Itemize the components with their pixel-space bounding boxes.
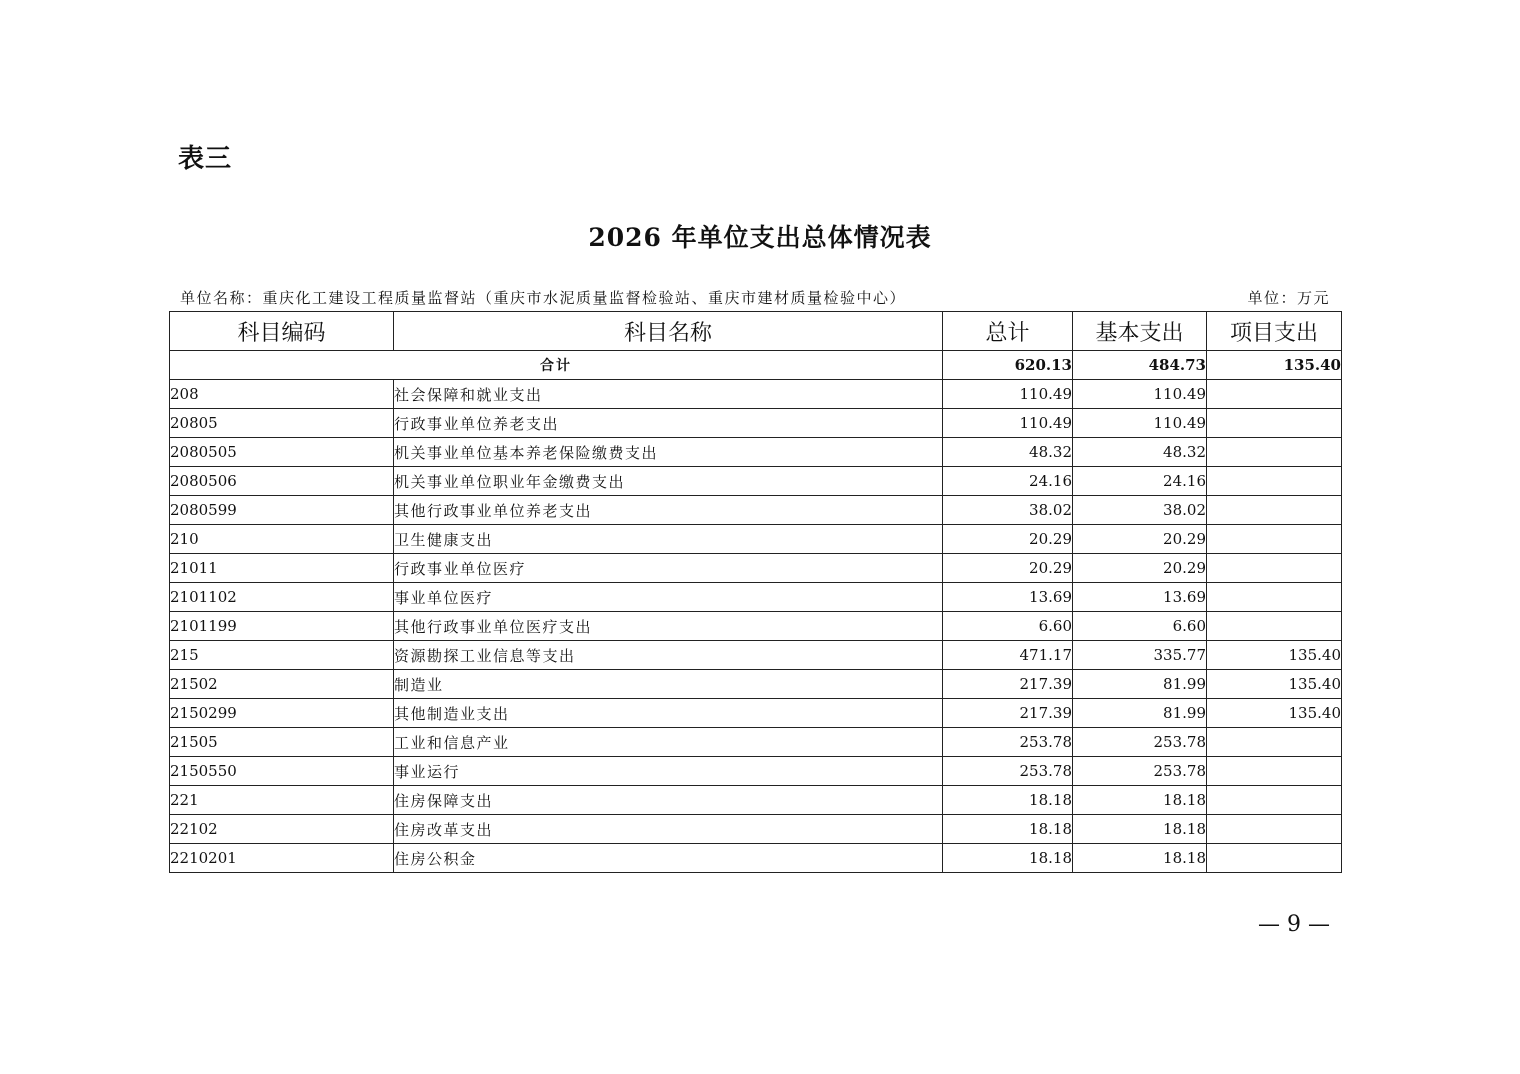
row-basic: 13.69 <box>1073 583 1207 612</box>
row-name: 其他行政事业单位养老支出 <box>394 496 943 525</box>
row-code: 22102 <box>170 815 394 844</box>
row-code: 21502 <box>170 670 394 699</box>
row-project <box>1207 467 1342 496</box>
row-code: 221 <box>170 786 394 815</box>
row-code: 2150550 <box>170 757 394 786</box>
row-project: 135.40 <box>1207 641 1342 670</box>
row-project <box>1207 409 1342 438</box>
row-total: 110.49 <box>943 380 1073 409</box>
table-row <box>170 641 1342 670</box>
table-header-row <box>170 312 1342 351</box>
row-basic: 110.49 <box>1073 409 1207 438</box>
row-code: 210 <box>170 525 394 554</box>
row-total: 20.29 <box>943 554 1073 583</box>
row-code: 215 <box>170 641 394 670</box>
table-row <box>170 496 1342 525</box>
row-name: 机关事业单位职业年金缴费支出 <box>394 467 943 496</box>
row-basic: 18.18 <box>1073 815 1207 844</box>
row-project <box>1207 844 1342 873</box>
row-project <box>1207 380 1342 409</box>
row-total: 13.69 <box>943 583 1073 612</box>
row-name: 行政事业单位养老支出 <box>394 409 943 438</box>
row-total: 253.78 <box>943 757 1073 786</box>
table-label: 表三 <box>178 144 233 174</box>
row-name: 住房改革支出 <box>394 815 943 844</box>
row-basic: 110.49 <box>1073 380 1207 409</box>
table-row <box>170 409 1342 438</box>
row-project <box>1207 438 1342 467</box>
row-project <box>1207 757 1342 786</box>
row-basic: 253.78 <box>1073 728 1207 757</box>
row-name: 卫生健康支出 <box>394 525 943 554</box>
row-code: 2080505 <box>170 438 394 467</box>
total-row <box>170 351 1342 380</box>
table-row <box>170 815 1342 844</box>
row-basic: 38.02 <box>1073 496 1207 525</box>
row-total: 18.18 <box>943 844 1073 873</box>
row-basic: 253.78 <box>1073 757 1207 786</box>
row-total: 471.17 <box>943 641 1073 670</box>
row-basic: 81.99 <box>1073 670 1207 699</box>
table-body <box>170 351 1342 873</box>
table-row <box>170 583 1342 612</box>
header-code: 科目编码 <box>170 312 394 351</box>
row-total: 6.60 <box>943 612 1073 641</box>
row-basic: 18.18 <box>1073 786 1207 815</box>
row-code: 21011 <box>170 554 394 583</box>
row-total: 20.29 <box>943 525 1073 554</box>
header-project: 项目支出 <box>1207 312 1342 351</box>
row-project <box>1207 496 1342 525</box>
table-row <box>170 380 1342 409</box>
table-row <box>170 525 1342 554</box>
row-project: 135.40 <box>1207 670 1342 699</box>
row-name: 机关事业单位基本养老保险缴费支出 <box>394 438 943 467</box>
table-row <box>170 728 1342 757</box>
row-code: 21505 <box>170 728 394 757</box>
row-project: 135.40 <box>1207 699 1342 728</box>
row-total: 24.16 <box>943 467 1073 496</box>
row-project <box>1207 815 1342 844</box>
table-row <box>170 786 1342 815</box>
row-total: 110.49 <box>943 409 1073 438</box>
unit-name: 单位名称：重庆化工建设工程质量监督站（重庆市水泥质量监督检验站、重庆市建材质量检验中心） <box>180 289 907 307</box>
row-total: 18.18 <box>943 786 1073 815</box>
row-project <box>1207 583 1342 612</box>
row-name: 住房保障支出 <box>394 786 943 815</box>
row-basic: 335.77 <box>1073 641 1207 670</box>
row-basic: 20.29 <box>1073 525 1207 554</box>
table-row <box>170 699 1342 728</box>
unit-measure: 单位：万元 <box>1247 289 1330 307</box>
row-project <box>1207 525 1342 554</box>
row-total: 253.78 <box>943 728 1073 757</box>
header-name: 科目名称 <box>394 312 943 351</box>
row-name: 社会保障和就业支出 <box>394 380 943 409</box>
row-project <box>1207 786 1342 815</box>
total-basic: 484.73 <box>1073 351 1207 380</box>
row-code: 2101199 <box>170 612 394 641</box>
row-code: 2210201 <box>170 844 394 873</box>
row-basic: 20.29 <box>1073 554 1207 583</box>
row-name: 行政事业单位医疗 <box>394 554 943 583</box>
row-total: 48.32 <box>943 438 1073 467</box>
row-name: 事业运行 <box>394 757 943 786</box>
expenditure-table <box>169 311 1342 873</box>
row-basic: 18.18 <box>1073 844 1207 873</box>
table-row <box>170 467 1342 496</box>
row-code: 20805 <box>170 409 394 438</box>
page-number: — 9 — <box>1258 912 1330 937</box>
total-label: 合计 <box>170 351 943 380</box>
table-row <box>170 670 1342 699</box>
table-row <box>170 757 1342 786</box>
row-basic: 24.16 <box>1073 467 1207 496</box>
row-project <box>1207 728 1342 757</box>
row-name: 住房公积金 <box>394 844 943 873</box>
row-total: 217.39 <box>943 699 1073 728</box>
row-name: 事业单位医疗 <box>394 583 943 612</box>
row-name: 资源勘探工业信息等支出 <box>394 641 943 670</box>
row-basic: 81.99 <box>1073 699 1207 728</box>
row-basic: 6.60 <box>1073 612 1207 641</box>
table-row <box>170 438 1342 467</box>
row-code: 2101102 <box>170 583 394 612</box>
row-project <box>1207 612 1342 641</box>
row-total: 38.02 <box>943 496 1073 525</box>
row-total: 217.39 <box>943 670 1073 699</box>
row-name: 其他制造业支出 <box>394 699 943 728</box>
table-row <box>170 554 1342 583</box>
document-title: 2026 年单位支出总体情况表 <box>588 223 932 252</box>
row-total: 18.18 <box>943 815 1073 844</box>
row-name: 制造业 <box>394 670 943 699</box>
row-project <box>1207 554 1342 583</box>
header-basic: 基本支出 <box>1073 312 1207 351</box>
total-total: 620.13 <box>943 351 1073 380</box>
header-total: 总计 <box>943 312 1073 351</box>
row-name: 其他行政事业单位医疗支出 <box>394 612 943 641</box>
row-code: 2080599 <box>170 496 394 525</box>
row-basic: 48.32 <box>1073 438 1207 467</box>
row-code: 2080506 <box>170 467 394 496</box>
row-name: 工业和信息产业 <box>394 728 943 757</box>
row-code: 208 <box>170 380 394 409</box>
row-code: 2150299 <box>170 699 394 728</box>
table-row <box>170 844 1342 873</box>
total-project: 135.40 <box>1207 351 1342 380</box>
table-row <box>170 612 1342 641</box>
